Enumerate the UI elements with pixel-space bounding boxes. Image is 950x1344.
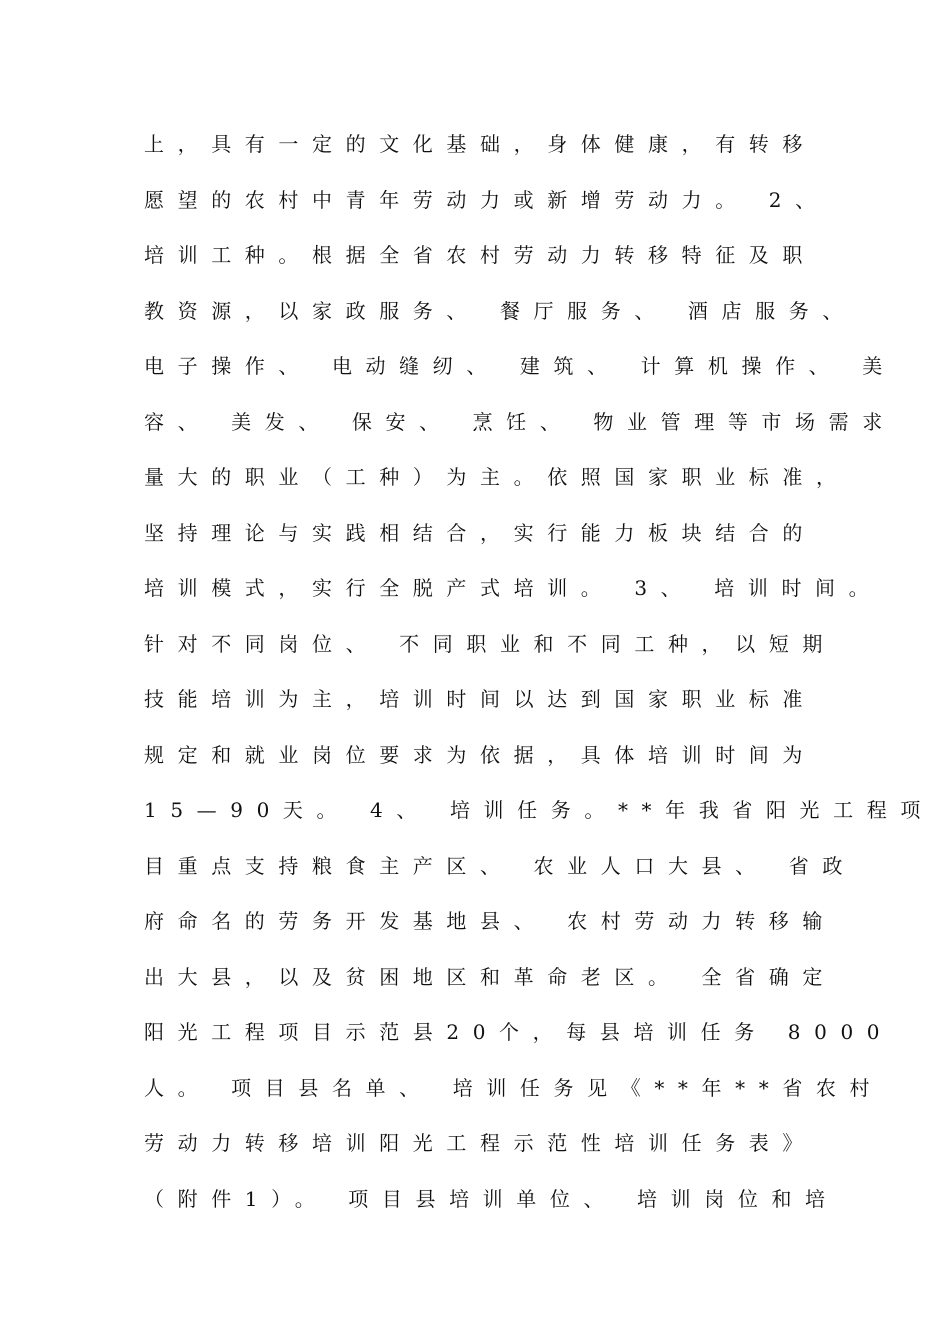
text-line: 针对不同岗位、 不同职业和不同工种，以短期 <box>144 631 836 656</box>
text-line: 人。 项目县名单、 培训任务见《**年**省农村 <box>144 1075 884 1100</box>
body-text <box>144 127 934 1237</box>
text-line: 上，具有一定的文化基础，身体健康，有转移 <box>144 132 816 156</box>
text-line: 培训工种。根据全省农村劳动力转移特征及职 <box>144 243 816 267</box>
text-line: 量大的职业（工种）为主。依照国家职业标准， <box>144 465 850 489</box>
text-line: 府命名的劳务开发基地县、 农村劳动力转移输 <box>144 909 836 933</box>
text-line: 劳动力转移培训阳光工程示范性培训任务表》 <box>144 1131 816 1155</box>
text-line: 电子操作、 电动缝纫、 建筑、 计算机操作、 美 <box>144 354 896 378</box>
text-line: 阳光工程项目示范县20个，每县培训任务 8000 <box>144 1020 894 1044</box>
text-line: 规定和就业岗位要求为依据，具体培训时间为 <box>144 742 816 767</box>
text-line: 出大县，以及贫困地区和革命老区。 全省确定 <box>144 964 836 989</box>
text-line: 目重点支持粮食主产区、 农业人口大县、 省政 <box>144 853 856 878</box>
text-line: 技能培训为主，培训时间以达到国家职业标准 <box>144 687 816 711</box>
text-line: 15—90天。 4、 培训任务。**年我省阳光工程项 <box>144 798 934 822</box>
text-line: 坚持理论与实践相结合，实行能力板块结合的 <box>144 520 816 545</box>
text-line: （附件1）。 项目县培训单位、 培训岗位和培 <box>144 1186 839 1211</box>
text-line: 培训模式，实行全脱产式培训。 3、 培训时间。 <box>144 576 883 600</box>
text-line: 容、 美发、 保安、 烹饪、 物业管理等市场需求 <box>144 409 896 434</box>
text-line: 愿望的农村中青年劳动力或新增劳动力。 2、 <box>144 187 829 212</box>
text-line: 教资源，以家政服务、 餐厅服务、 酒店服务、 <box>144 298 856 323</box>
